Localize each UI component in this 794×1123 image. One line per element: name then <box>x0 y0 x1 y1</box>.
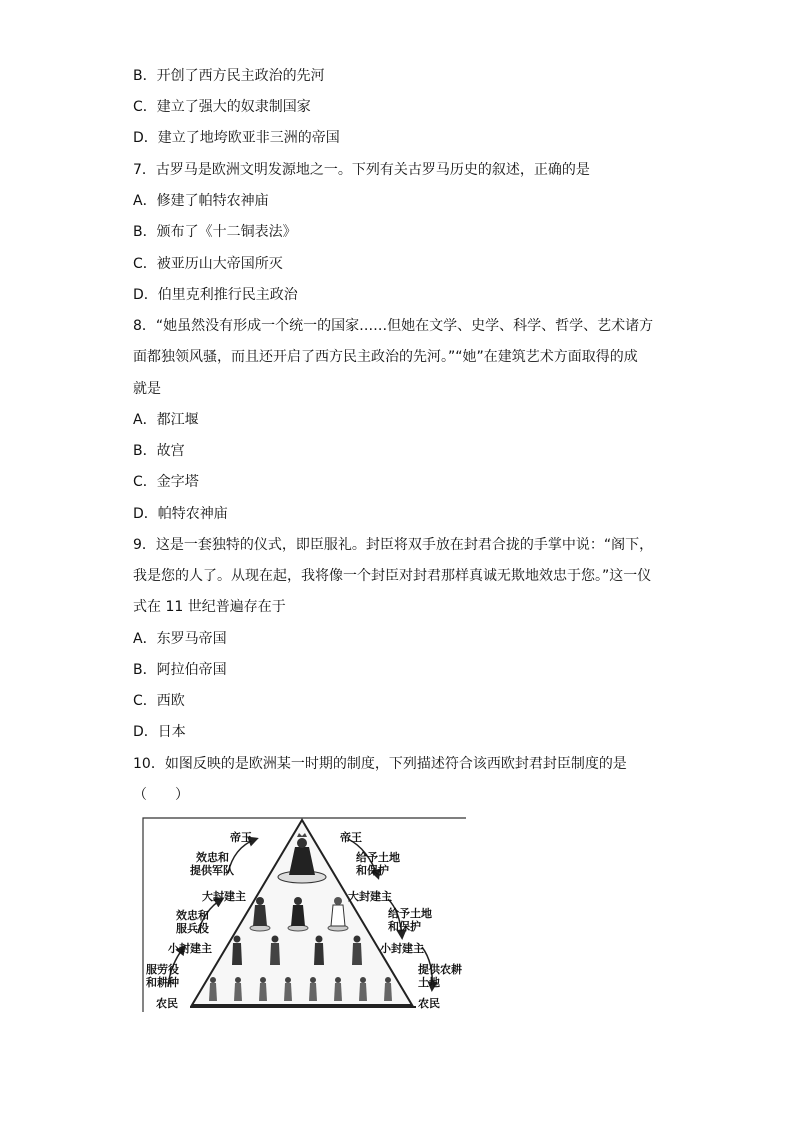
label-left-duty3a: 服劳役 <box>146 963 179 976</box>
option-a-q8: A．都江堰 <box>133 412 199 428</box>
option-c-q8: C．金字塔 <box>133 474 199 490</box>
option-c-q7: C．被亚历山大帝国所灭 <box>133 256 283 272</box>
option-d-q9: D．日本 <box>133 724 186 740</box>
label-left-king: 帝王 <box>230 831 252 844</box>
option-c-q6: C．建立了强大的奴隶制国家 <box>133 99 311 115</box>
option-b-q7: B．颁布了《十二铜表法》 <box>133 224 297 240</box>
option-d-q8: D．帕特农神庙 <box>133 506 228 522</box>
label-right-give3b: 土地 <box>418 976 440 989</box>
option-b-q8: B．故宫 <box>133 443 185 459</box>
question-7-stem: 7．古罗马是欧洲文明发源地之一。下列有关古罗马历史的叙述，正确的是 <box>133 162 590 178</box>
option-d-q6: D．建立了地垮欧亚非三洲的帝国 <box>133 130 340 146</box>
option-b-q6: B．开创了西方民主政治的先河 <box>133 68 325 84</box>
label-right-give1a: 给予土地 <box>356 851 400 864</box>
label-left-duty1a: 效忠和 <box>196 851 229 864</box>
answer-bracket: （ ） <box>133 787 189 803</box>
label-left-duty3b: 和耕种 <box>146 976 179 989</box>
question-10-stem: 10．如图反映的是欧洲某一时期的制度，下列描述符合该西欧封君封臣制度的是 <box>133 756 627 772</box>
label-right-give1b: 和保护 <box>356 864 389 877</box>
label-right-give2b: 和保护 <box>388 920 421 933</box>
question-9-stem-2: 我是您的人了。从现在起，我将像一个封臣对封君那样真诚无欺地效忠于您。”这一仪 <box>133 568 652 584</box>
label-right-minor-lord: 小封建主 <box>380 942 424 955</box>
label-left-peasant: 农民 <box>156 997 178 1010</box>
label-left-duty2a: 效忠和 <box>176 909 209 922</box>
question-8-stem-3: 就是 <box>133 381 161 397</box>
label-left-duty1b: 提供军队 <box>190 864 234 877</box>
option-a-q7: A．修建了帕特农神庙 <box>133 193 269 209</box>
label-right-give3a: 提供农耕 <box>418 963 462 976</box>
question-9-stem-1: 9．这是一套独特的仪式，即臣服礼。封臣将双手放在封君合拢的手掌中说：“阁下， <box>133 537 654 553</box>
option-b-q9: B．阿拉伯帝国 <box>133 662 227 678</box>
option-d-q7: D．伯里克利推行民主政治 <box>133 287 298 303</box>
label-right-king: 帝王 <box>340 831 362 844</box>
option-c-q9: C．西欧 <box>133 693 185 709</box>
feudal-pyramid-figure <box>142 815 468 1013</box>
label-right-peasant: 农民 <box>418 997 440 1010</box>
option-a-q9: A．东罗马帝国 <box>133 631 227 647</box>
label-right-great-lord: 大封建主 <box>348 890 392 903</box>
question-8-stem-2: 面都独领风骚，而且还开启了西方民主政治的先河。”“她”在建筑艺术方面取得的成 <box>133 349 638 365</box>
label-left-great-lord: 大封建主 <box>202 890 246 903</box>
label-right-give2a: 给予土地 <box>388 907 432 920</box>
label-left-minor-lord: 小封建主 <box>168 942 212 955</box>
feudal-pyramid-svg <box>142 815 468 1013</box>
question-8-stem-1: 8．“她虽然没有形成一个统一的国家……但她在文学、史学、科学、哲学、艺术诸方 <box>133 318 654 334</box>
question-9-stem-3: 式在 11 世纪普遍存在于 <box>133 599 286 615</box>
label-left-duty2b: 服兵役 <box>176 922 209 935</box>
